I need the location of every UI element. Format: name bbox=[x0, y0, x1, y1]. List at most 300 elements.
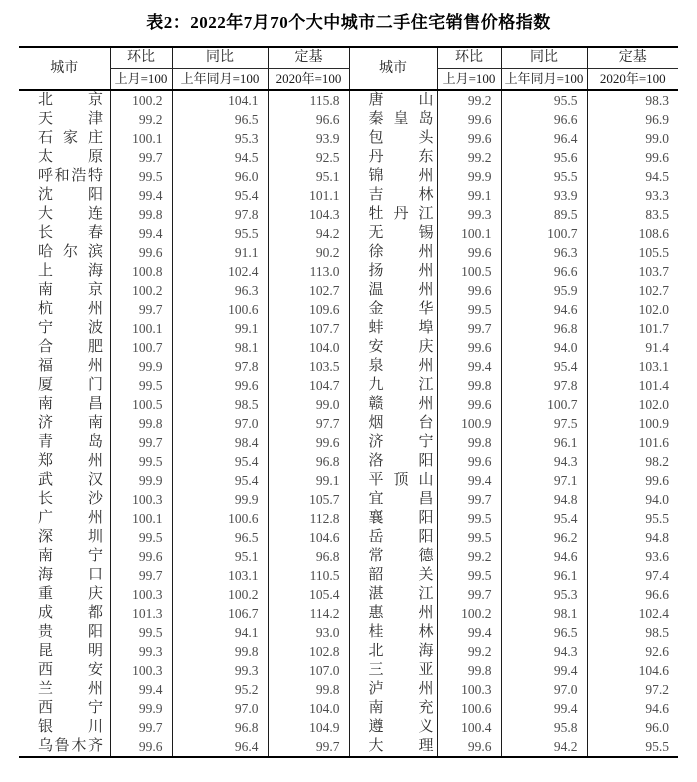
yoy-value-left: 96.4 bbox=[172, 737, 268, 757]
yoy-value-right: 96.4 bbox=[501, 129, 587, 148]
city-cell-right bbox=[349, 338, 437, 357]
mom-value-left: 99.8 bbox=[110, 205, 172, 224]
city-name: 北海 bbox=[368, 643, 434, 659]
city-name: 成都 bbox=[38, 605, 103, 621]
city-name: 深圳 bbox=[38, 529, 103, 545]
city-name: 北京 bbox=[38, 92, 103, 108]
city-cell-right bbox=[349, 90, 437, 110]
city-name: 桂林 bbox=[368, 624, 434, 640]
yoy-value-right: 95.4 bbox=[501, 357, 587, 376]
yoy-value-right: 96.3 bbox=[501, 243, 587, 262]
table-row bbox=[19, 414, 678, 433]
mom-value-right: 99.8 bbox=[437, 433, 501, 452]
city-cell-right bbox=[349, 357, 437, 376]
city-cell-left bbox=[19, 319, 110, 338]
city-cell-left bbox=[19, 528, 110, 547]
city-cell-left bbox=[19, 585, 110, 604]
fixed-value-left: 101.1 bbox=[268, 186, 349, 205]
fixed-value-left: 114.2 bbox=[268, 604, 349, 623]
mom-value-left: 100.2 bbox=[110, 281, 172, 300]
table-row bbox=[19, 509, 678, 528]
table-row bbox=[19, 395, 678, 414]
yoy-value-right: 97.8 bbox=[501, 376, 587, 395]
city-name: 厦门 bbox=[38, 377, 103, 393]
header-mom-base-right: 上月=100 bbox=[437, 69, 501, 91]
city-cell-left bbox=[19, 338, 110, 357]
yoy-value-left: 95.3 bbox=[172, 129, 268, 148]
city-cell-right bbox=[349, 737, 437, 757]
yoy-value-right: 96.8 bbox=[501, 319, 587, 338]
fixed-value-left: 104.3 bbox=[268, 205, 349, 224]
fixed-value-left: 104.7 bbox=[268, 376, 349, 395]
yoy-value-left: 96.5 bbox=[172, 110, 268, 129]
header-row-1 bbox=[19, 47, 678, 69]
table-row bbox=[19, 262, 678, 281]
mom-value-left: 100.5 bbox=[110, 395, 172, 414]
city-cell-right bbox=[349, 129, 437, 148]
city-cell-left bbox=[19, 90, 110, 110]
city-cell-right bbox=[349, 205, 437, 224]
yoy-value-left: 97.8 bbox=[172, 205, 268, 224]
city-name: 上海 bbox=[38, 263, 103, 279]
fixed-value-right: 101.4 bbox=[587, 376, 678, 395]
mom-value-left: 100.1 bbox=[110, 509, 172, 528]
city-name: 温州 bbox=[368, 282, 434, 298]
mom-value-right: 100.1 bbox=[437, 224, 501, 243]
city-name: 包头 bbox=[368, 130, 434, 146]
fixed-value-left: 102.7 bbox=[268, 281, 349, 300]
fixed-value-right: 103.1 bbox=[587, 357, 678, 376]
fixed-value-left: 93.0 bbox=[268, 623, 349, 642]
city-name: 济宁 bbox=[368, 434, 434, 450]
fixed-value-left: 104.0 bbox=[268, 699, 349, 718]
city-name: 三亚 bbox=[368, 662, 434, 678]
fixed-value-right: 102.0 bbox=[587, 300, 678, 319]
mom-value-left: 99.2 bbox=[110, 110, 172, 129]
yoy-value-left: 97.0 bbox=[172, 699, 268, 718]
city-name: 赣州 bbox=[368, 396, 434, 412]
mom-value-right: 99.5 bbox=[437, 566, 501, 585]
yoy-value-left: 95.4 bbox=[172, 452, 268, 471]
city-name: 安庆 bbox=[368, 339, 434, 355]
mom-value-left: 99.5 bbox=[110, 376, 172, 395]
city-cell-left bbox=[19, 718, 110, 737]
city-name: 南昌 bbox=[38, 396, 103, 412]
table-row bbox=[19, 718, 678, 737]
fixed-value-right: 96.0 bbox=[587, 718, 678, 737]
city-name: 吉林 bbox=[368, 187, 434, 203]
mom-value-left: 99.5 bbox=[110, 167, 172, 186]
mom-value-right: 99.4 bbox=[437, 471, 501, 490]
yoy-value-right: 95.4 bbox=[501, 509, 587, 528]
fixed-value-right: 102.7 bbox=[587, 281, 678, 300]
city-name: 常德 bbox=[368, 548, 434, 564]
city-name: 西安 bbox=[38, 662, 103, 678]
city-name: 锦州 bbox=[368, 168, 434, 184]
fixed-value-right: 108.6 bbox=[587, 224, 678, 243]
city-cell-left bbox=[19, 167, 110, 186]
mom-value-left: 101.3 bbox=[110, 604, 172, 623]
yoy-value-right: 96.6 bbox=[501, 262, 587, 281]
yoy-value-right: 96.6 bbox=[501, 110, 587, 129]
fixed-value-right: 99.6 bbox=[587, 148, 678, 167]
city-name: 长沙 bbox=[38, 491, 103, 507]
mom-value-left: 99.7 bbox=[110, 433, 172, 452]
city-name: 昆明 bbox=[38, 643, 103, 659]
city-name: 长春 bbox=[38, 225, 103, 241]
city-name: 武汉 bbox=[38, 472, 103, 488]
mom-value-right: 100.3 bbox=[437, 680, 501, 699]
table-row bbox=[19, 148, 678, 167]
city-cell-left bbox=[19, 129, 110, 148]
table-row bbox=[19, 680, 678, 699]
fixed-value-right: 99.0 bbox=[587, 129, 678, 148]
city-cell-left bbox=[19, 300, 110, 319]
table-row bbox=[19, 699, 678, 718]
mom-value-left: 100.3 bbox=[110, 490, 172, 509]
city-name: 平顶山 bbox=[368, 472, 434, 488]
fixed-value-right: 100.9 bbox=[587, 414, 678, 433]
mom-value-left: 99.4 bbox=[110, 680, 172, 699]
table-row bbox=[19, 376, 678, 395]
yoy-value-left: 104.1 bbox=[172, 90, 268, 110]
mom-value-left: 100.7 bbox=[110, 338, 172, 357]
table-row bbox=[19, 661, 678, 680]
mom-value-right: 99.6 bbox=[437, 452, 501, 471]
yoy-value-left: 97.8 bbox=[172, 357, 268, 376]
mom-value-right: 99.6 bbox=[437, 281, 501, 300]
city-cell-right bbox=[349, 699, 437, 718]
yoy-value-left: 99.3 bbox=[172, 661, 268, 680]
yoy-value-left: 98.4 bbox=[172, 433, 268, 452]
header-mom-right: 环比 bbox=[437, 47, 501, 69]
yoy-value-left: 91.1 bbox=[172, 243, 268, 262]
mom-value-left: 99.6 bbox=[110, 243, 172, 262]
city-name: 蚌埠 bbox=[368, 320, 434, 336]
city-name: 金华 bbox=[368, 301, 434, 317]
table-row bbox=[19, 338, 678, 357]
table-row bbox=[19, 547, 678, 566]
city-cell-right bbox=[349, 319, 437, 338]
fixed-value-left: 92.5 bbox=[268, 148, 349, 167]
yoy-value-left: 95.1 bbox=[172, 547, 268, 566]
city-cell-left bbox=[19, 604, 110, 623]
fixed-value-left: 105.7 bbox=[268, 490, 349, 509]
mom-value-right: 100.4 bbox=[437, 718, 501, 737]
city-cell-right bbox=[349, 566, 437, 585]
city-name: 天津 bbox=[38, 111, 103, 127]
city-cell-left bbox=[19, 452, 110, 471]
yoy-value-right: 94.6 bbox=[501, 547, 587, 566]
city-cell-right bbox=[349, 661, 437, 680]
yoy-value-left: 96.8 bbox=[172, 718, 268, 737]
city-name: 杭州 bbox=[38, 301, 103, 317]
table-title: 表2：2022年7月70个大中城市二手住宅销售价格指数 bbox=[146, 13, 551, 32]
yoy-value-left: 99.8 bbox=[172, 642, 268, 661]
city-name: 烟台 bbox=[368, 415, 434, 431]
yoy-value-right: 94.6 bbox=[501, 300, 587, 319]
city-name: 遵义 bbox=[368, 719, 434, 735]
city-name: 乌鲁木齐 bbox=[38, 738, 103, 754]
header-fixed-right: 定基 bbox=[587, 47, 678, 69]
city-name: 秦皇岛 bbox=[368, 111, 434, 127]
fixed-value-left: 107.0 bbox=[268, 661, 349, 680]
yoy-value-right: 96.5 bbox=[501, 623, 587, 642]
city-name: 沈阳 bbox=[38, 187, 103, 203]
city-cell-right bbox=[349, 718, 437, 737]
mom-value-left: 99.7 bbox=[110, 300, 172, 319]
city-name: 南宁 bbox=[38, 548, 103, 564]
city-name: 南充 bbox=[368, 700, 434, 716]
table-row bbox=[19, 433, 678, 452]
yoy-value-right: 94.0 bbox=[501, 338, 587, 357]
city-name: 牡丹江 bbox=[368, 206, 434, 222]
mom-value-left: 100.3 bbox=[110, 585, 172, 604]
yoy-value-right: 97.0 bbox=[501, 680, 587, 699]
yoy-value-left: 99.1 bbox=[172, 319, 268, 338]
yoy-value-left: 106.7 bbox=[172, 604, 268, 623]
table-row bbox=[19, 205, 678, 224]
fixed-value-left: 105.4 bbox=[268, 585, 349, 604]
mom-value-left: 99.4 bbox=[110, 186, 172, 205]
mom-value-left: 99.3 bbox=[110, 642, 172, 661]
yoy-value-right: 94.8 bbox=[501, 490, 587, 509]
fixed-value-right: 98.5 bbox=[587, 623, 678, 642]
city-cell-right bbox=[349, 604, 437, 623]
table-body bbox=[19, 90, 678, 757]
city-name: 石家庄 bbox=[38, 130, 103, 146]
fixed-value-left: 104.6 bbox=[268, 528, 349, 547]
city-cell-left bbox=[19, 566, 110, 585]
city-cell-right bbox=[349, 623, 437, 642]
fixed-value-left: 99.1 bbox=[268, 471, 349, 490]
city-name: 南京 bbox=[38, 282, 103, 298]
mom-value-right: 99.6 bbox=[437, 737, 501, 757]
header-yoy-base-right: 上年同月=100 bbox=[501, 69, 587, 91]
fixed-value-right: 104.6 bbox=[587, 661, 678, 680]
fixed-value-left: 96.8 bbox=[268, 452, 349, 471]
fixed-value-left: 113.0 bbox=[268, 262, 349, 281]
fixed-value-right: 97.4 bbox=[587, 566, 678, 585]
city-name: 大连 bbox=[38, 206, 103, 222]
city-name: 太原 bbox=[38, 149, 103, 165]
table-row bbox=[19, 319, 678, 338]
table-header bbox=[19, 47, 678, 90]
city-name: 徐州 bbox=[368, 244, 434, 260]
yoy-value-right: 99.4 bbox=[501, 661, 587, 680]
mom-value-right: 99.6 bbox=[437, 243, 501, 262]
city-cell-right bbox=[349, 433, 437, 452]
yoy-value-right: 97.1 bbox=[501, 471, 587, 490]
city-name: 青岛 bbox=[38, 434, 103, 450]
city-name: 岳阳 bbox=[368, 529, 434, 545]
city-cell-left bbox=[19, 414, 110, 433]
mom-value-left: 99.5 bbox=[110, 528, 172, 547]
fixed-value-left: 102.8 bbox=[268, 642, 349, 661]
city-cell-right bbox=[349, 414, 437, 433]
city-cell-right bbox=[349, 642, 437, 661]
table-row bbox=[19, 471, 678, 490]
city-cell-left bbox=[19, 395, 110, 414]
fixed-value-left: 107.7 bbox=[268, 319, 349, 338]
header-yoy-right: 同比 bbox=[501, 47, 587, 69]
fixed-value-right: 97.2 bbox=[587, 680, 678, 699]
fixed-value-right: 103.7 bbox=[587, 262, 678, 281]
fixed-value-left: 99.7 bbox=[268, 737, 349, 757]
fixed-value-left: 115.8 bbox=[268, 90, 349, 110]
yoy-value-right: 89.5 bbox=[501, 205, 587, 224]
city-cell-left bbox=[19, 433, 110, 452]
city-cell-right bbox=[349, 509, 437, 528]
yoy-value-right: 100.7 bbox=[501, 224, 587, 243]
price-index-table bbox=[19, 46, 678, 758]
yoy-value-left: 99.6 bbox=[172, 376, 268, 395]
mom-value-right: 99.7 bbox=[437, 585, 501, 604]
mom-value-right: 99.4 bbox=[437, 623, 501, 642]
city-cell-left bbox=[19, 547, 110, 566]
table-row bbox=[19, 585, 678, 604]
table-row bbox=[19, 110, 678, 129]
table-row bbox=[19, 623, 678, 642]
table-row bbox=[19, 243, 678, 262]
city-cell-left bbox=[19, 642, 110, 661]
city-cell-right bbox=[349, 680, 437, 699]
city-cell-right bbox=[349, 224, 437, 243]
fixed-value-right: 101.6 bbox=[587, 433, 678, 452]
city-name: 宁波 bbox=[38, 320, 103, 336]
fixed-value-left: 110.5 bbox=[268, 566, 349, 585]
header-city-left: 城市 bbox=[19, 47, 110, 90]
yoy-value-right: 95.5 bbox=[501, 167, 587, 186]
mom-value-right: 99.2 bbox=[437, 90, 501, 110]
city-cell-right bbox=[349, 452, 437, 471]
city-name: 郑州 bbox=[38, 453, 103, 469]
mom-value-right: 99.6 bbox=[437, 395, 501, 414]
yoy-value-right: 93.9 bbox=[501, 186, 587, 205]
city-cell-right bbox=[349, 281, 437, 300]
fixed-value-right: 98.3 bbox=[587, 90, 678, 110]
city-name: 海口 bbox=[38, 567, 103, 583]
city-name: 重庆 bbox=[38, 586, 103, 602]
mom-value-left: 99.7 bbox=[110, 718, 172, 737]
mom-value-right: 99.5 bbox=[437, 509, 501, 528]
city-cell-right bbox=[349, 186, 437, 205]
city-cell-right bbox=[349, 243, 437, 262]
fixed-value-right: 102.4 bbox=[587, 604, 678, 623]
table-row bbox=[19, 186, 678, 205]
yoy-value-right: 99.4 bbox=[501, 699, 587, 718]
mom-value-right: 99.1 bbox=[437, 186, 501, 205]
header-fixed-base-left: 2020年=100 bbox=[268, 69, 349, 91]
fixed-value-left: 109.6 bbox=[268, 300, 349, 319]
mom-value-right: 100.6 bbox=[437, 699, 501, 718]
fixed-value-right: 98.2 bbox=[587, 452, 678, 471]
city-cell-left bbox=[19, 661, 110, 680]
fixed-value-left: 104.0 bbox=[268, 338, 349, 357]
mom-value-left: 99.5 bbox=[110, 452, 172, 471]
fixed-value-right: 95.5 bbox=[587, 509, 678, 528]
yoy-value-left: 103.1 bbox=[172, 566, 268, 585]
city-name: 韶关 bbox=[368, 567, 434, 583]
yoy-value-left: 94.5 bbox=[172, 148, 268, 167]
fixed-value-right: 96.9 bbox=[587, 110, 678, 129]
city-cell-left bbox=[19, 490, 110, 509]
table-row bbox=[19, 357, 678, 376]
mom-value-left: 100.2 bbox=[110, 90, 172, 110]
city-cell-left bbox=[19, 376, 110, 395]
mom-value-right: 99.6 bbox=[437, 129, 501, 148]
fixed-value-left: 99.6 bbox=[268, 433, 349, 452]
city-name: 九江 bbox=[368, 377, 434, 393]
city-name: 扬州 bbox=[368, 263, 434, 279]
table-row bbox=[19, 566, 678, 585]
yoy-value-right: 97.5 bbox=[501, 414, 587, 433]
yoy-value-right: 98.1 bbox=[501, 604, 587, 623]
city-cell-right bbox=[349, 471, 437, 490]
mom-value-right: 99.7 bbox=[437, 490, 501, 509]
mom-value-right: 99.8 bbox=[437, 661, 501, 680]
mom-value-left: 99.7 bbox=[110, 566, 172, 585]
city-cell-right bbox=[349, 547, 437, 566]
yoy-value-left: 97.0 bbox=[172, 414, 268, 433]
fixed-value-right: 101.7 bbox=[587, 319, 678, 338]
table-row bbox=[19, 737, 678, 757]
yoy-value-right: 95.6 bbox=[501, 148, 587, 167]
city-cell-left bbox=[19, 243, 110, 262]
table-row bbox=[19, 300, 678, 319]
mom-value-left: 100.8 bbox=[110, 262, 172, 281]
city-cell-right bbox=[349, 528, 437, 547]
table-row bbox=[19, 452, 678, 471]
city-cell-right bbox=[349, 490, 437, 509]
fixed-value-right: 93.3 bbox=[587, 186, 678, 205]
yoy-value-left: 100.6 bbox=[172, 509, 268, 528]
city-cell-left bbox=[19, 205, 110, 224]
mom-value-right: 99.2 bbox=[437, 148, 501, 167]
city-name: 呼和浩特 bbox=[38, 168, 103, 184]
mom-value-left: 99.6 bbox=[110, 547, 172, 566]
city-name: 宜昌 bbox=[368, 491, 434, 507]
fixed-value-left: 104.9 bbox=[268, 718, 349, 737]
yoy-value-left: 102.4 bbox=[172, 262, 268, 281]
mom-value-left: 99.6 bbox=[110, 737, 172, 757]
city-name: 湛江 bbox=[368, 586, 434, 602]
yoy-value-right: 94.3 bbox=[501, 642, 587, 661]
yoy-value-left: 95.4 bbox=[172, 186, 268, 205]
city-name: 广州 bbox=[38, 510, 103, 526]
fixed-value-right: 92.6 bbox=[587, 642, 678, 661]
yoy-value-left: 99.9 bbox=[172, 490, 268, 509]
fixed-value-left: 90.2 bbox=[268, 243, 349, 262]
mom-value-right: 99.4 bbox=[437, 357, 501, 376]
mom-value-right: 99.6 bbox=[437, 338, 501, 357]
mom-value-left: 99.9 bbox=[110, 471, 172, 490]
city-cell-right bbox=[349, 110, 437, 129]
fixed-value-right: 99.6 bbox=[587, 471, 678, 490]
city-cell-left bbox=[19, 680, 110, 699]
fixed-value-left: 96.6 bbox=[268, 110, 349, 129]
yoy-value-right: 95.8 bbox=[501, 718, 587, 737]
table-row bbox=[19, 224, 678, 243]
fixed-value-right: 102.0 bbox=[587, 395, 678, 414]
city-cell-left bbox=[19, 224, 110, 243]
table-row bbox=[19, 129, 678, 148]
fixed-value-left: 94.2 bbox=[268, 224, 349, 243]
city-cell-left bbox=[19, 148, 110, 167]
yoy-value-right: 94.2 bbox=[501, 737, 587, 757]
yoy-value-right: 96.2 bbox=[501, 528, 587, 547]
city-name: 泉州 bbox=[368, 358, 434, 374]
